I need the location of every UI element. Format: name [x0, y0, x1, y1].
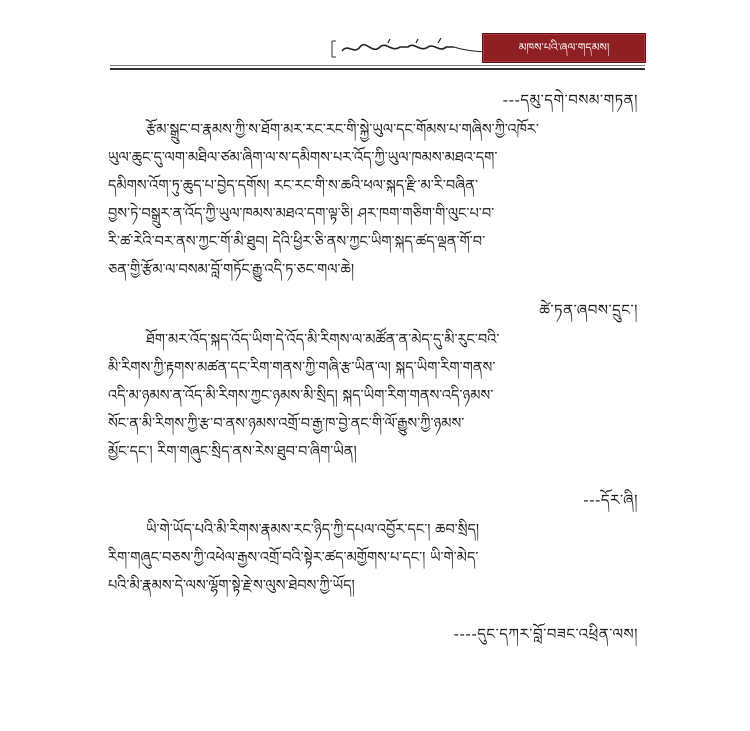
paragraph-1 [108, 116, 636, 284]
paragraph-line: སོང་ན་མི་རིགས་ཀྱི་རྩ་བ་ནས་ཉམས་འགྲོ་བ་རྒྱ་ཁ་བྱེ་ནང་གི་ལོ་རྒྱུས་ཀྱི་ཉམས་ [108, 416, 465, 432]
paragraph-line: རིག་གཞུང་བཅས་ཀྱི་འཕེལ་རྒྱས་འགྲོ་བའི་སྟེར་ཚད་མགྱོགས་པ་དང་། ཡི་གེ་མེད་ [108, 550, 479, 566]
signature-1: ---དམུ་དགེ་བསམ་གཏན། [502, 91, 638, 109]
paragraph-2 [108, 326, 636, 466]
paragraph-line: ཅན་གྱི་རྩོམ་ལ་བསམ་བློ་གཏོང་རྒྱུ་འདི་ཏ་ཅང་གལ་ཆེ། [108, 262, 355, 278]
paragraph-line: བྱས་ཏེ་བསྒྲུར་ན་འོད་ཀྱི་ཡུལ་ཁམས་མཐའ་དག་ལྟ་ཅི། ཤར་ཁག་གཅིག་གི་ལུང་པ་བ་ [108, 206, 495, 222]
paragraph-line: འདི་མ་ཉམས་ན་འོད་མི་རིགས་ཀྱང་ཉམས་མི་སྲིད། སྐད་ཡིག་རིག་གནས་འདི་ཉམས་ [108, 388, 494, 404]
paragraph-3 [108, 516, 636, 600]
header-rule-thick [110, 68, 645, 70]
paragraph-line: མི་རིགས་ཀྱི་རྟགས་མཚན་དང་རིག་གནས་ཀྱི་གཞི་རྩ་ཡིན་ལ། སྐད་ཡིག་རིག་གནས་ [108, 360, 496, 376]
signature-2: ཚེ་ཏན་ཞབས་དྲུང་། [539, 301, 638, 319]
header-rule-thin [110, 65, 645, 66]
paragraph-line: ཐོག་མར་འོད་སྐད་འོད་ཡིག་དེ་འོད་མི་རིགས་ལ་མཚོན་ན་མེད་དུ་མི་རུང་བའི་ [146, 332, 500, 348]
header-title: མཁས་པའི་ཞལ་གདམས། [482, 33, 646, 63]
paragraph-line: རྩོམ་སྒྲུང་བ་རྣམས་ཀྱི་ས་ཐོག་མར་རང་རང་གི་སྐྱེ་ཡུལ་དང་གོམས་པ་གཞིས་ཀྱི་འཁོར་ [146, 122, 539, 138]
paragraph-line: དམིགས་འོག་ཏུ་ཆུད་པ་བྱེད་དགོས། རང་རང་གི་ས་ཆའི་ཕལ་སྐད་རྫི་མ་རི་བཞིན་ [108, 178, 479, 194]
signature-3: ---དོར་ཞི། [583, 491, 638, 509]
paragraph-line: ཡུལ་ཆུང་དུ་ལག་མཐིལ་ཙམ་ཞིག་ལ་ས་དམིགས་པར་འོད་ཀྱི་ཡུལ་ཁམས་མཐའ་དག་ [108, 150, 498, 166]
page-header [110, 31, 645, 69]
paragraph-line: རི་ཚ་རེའི་བར་ནས་ཀྱང་གོ་མི་ཐུབ། དེའི་ཕྱིར་ཅི་ནས་ཀྱང་ཡིག་སྐད་ཚད་ལྡན་གོ་བ་ [108, 234, 486, 250]
paragraph-line: མྱོང་དང་། རིག་གཞུང་སྲིད་ནས་རེས་ཐུབ་བ་ཞིག་ཡིན། [108, 444, 357, 460]
paragraph-line: པའི་མི་རྣམས་དེ་ལས་ལྷོག་སྟེ་རྗེ་ས་ལུས་ཐེབས་ཀྱི་ཡོད། [108, 578, 355, 594]
signature-4: ----དུང་དཀར་བློ་བཟང་འཕྲིན་ལས། [453, 625, 638, 643]
paragraph-line: ཡི་གེ་ཡོད་པའི་མི་རིགས་རྣམས་རང་ཉིད་ཀྱི་དཔལ་འབྱོར་དང་། ཆབ་སྲིད། [146, 522, 480, 538]
